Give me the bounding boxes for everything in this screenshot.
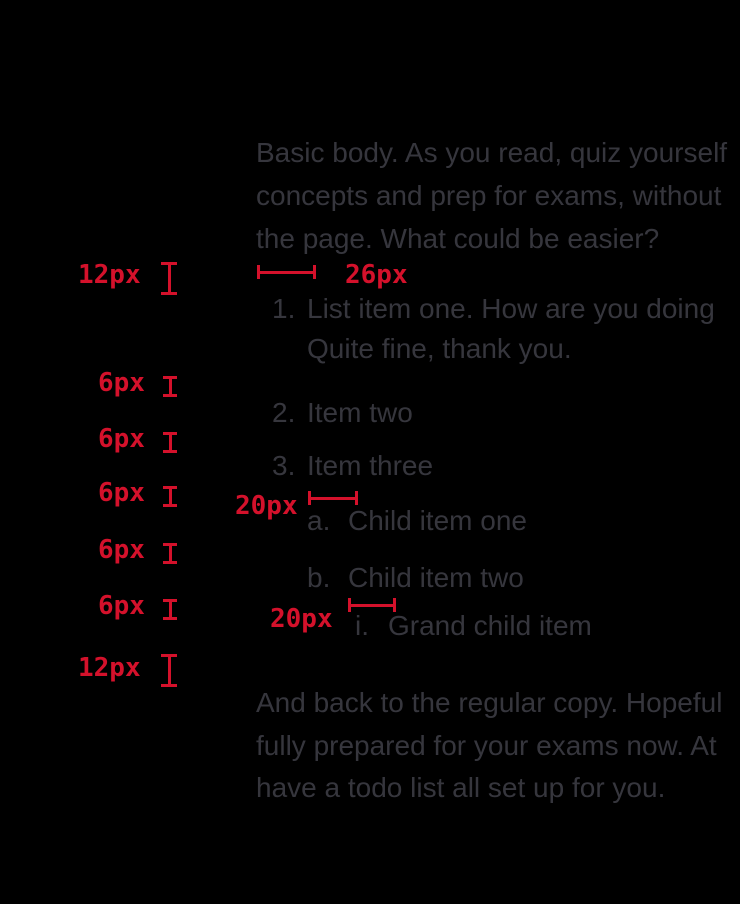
indent-bracket-child-icon — [308, 491, 358, 505]
list-item-1-marker: 1. — [272, 293, 296, 324]
indent-label-child: 20px — [235, 491, 298, 521]
list-item-3-text: Item three — [307, 450, 434, 481]
spacing-label-before-list: 12px — [78, 260, 141, 290]
spacing-label-gap-3: 6px — [98, 478, 145, 508]
body-paragraph-bottom-line-3: have a todo list all set up for you. — [256, 772, 666, 803]
spacing-label-gap-1: 6px — [98, 368, 145, 398]
spacing-label-after-list: 12px — [78, 653, 141, 683]
indent-label-grandchild: 20px — [270, 604, 333, 634]
indent-label-list: 26px — [345, 260, 408, 290]
body-paragraph-top-line-3: the page. What could be easier? — [256, 223, 660, 254]
child-item-b-text: Child item two — [348, 562, 524, 593]
body-paragraph-bottom-line-2: fully prepared for your exams now. At — [256, 730, 717, 761]
grandchild-item-marker: i. — [355, 610, 369, 641]
list-item-1-text: List item one. How are you doing — [307, 293, 715, 324]
spacing-ibeam-gap-5-icon — [163, 599, 177, 620]
indent-bracket-list-icon — [257, 265, 316, 279]
list-item-2-marker: 2. — [272, 397, 296, 428]
spacing-label-gap-4: 6px — [98, 535, 145, 565]
list-item-1-text-line-2: Quite fine, thank you. — [307, 333, 572, 364]
spacing-ibeam-before-list-icon — [161, 262, 177, 295]
spacing-ibeam-gap-3-icon — [163, 486, 177, 507]
list-item-2-text: Item two — [307, 397, 413, 428]
spacing-ibeam-gap-1-icon — [163, 376, 177, 397]
spacing-label-gap-2: 6px — [98, 424, 145, 454]
child-item-a-marker: a. — [307, 505, 331, 536]
grandchild-item-text: Grand child item — [388, 610, 592, 641]
spacing-ibeam-gap-4-icon — [163, 543, 177, 564]
body-paragraph-top-line-2: concepts and prep for exams, without — [256, 180, 722, 211]
list-item-3-marker: 3. — [272, 450, 296, 481]
body-paragraph-bottom-line-1: And back to the regular copy. Hopeful — [256, 687, 723, 718]
child-item-b-marker: b. — [307, 562, 331, 593]
body-paragraph-top-line-1: Basic body. As you read, quiz yourself — [256, 137, 728, 168]
spacing-ibeam-gap-2-icon — [163, 432, 177, 453]
spacing-ibeam-after-list-icon — [161, 654, 177, 687]
child-item-a-text: Child item one — [348, 505, 527, 536]
spacing-label-gap-5: 6px — [98, 591, 145, 621]
